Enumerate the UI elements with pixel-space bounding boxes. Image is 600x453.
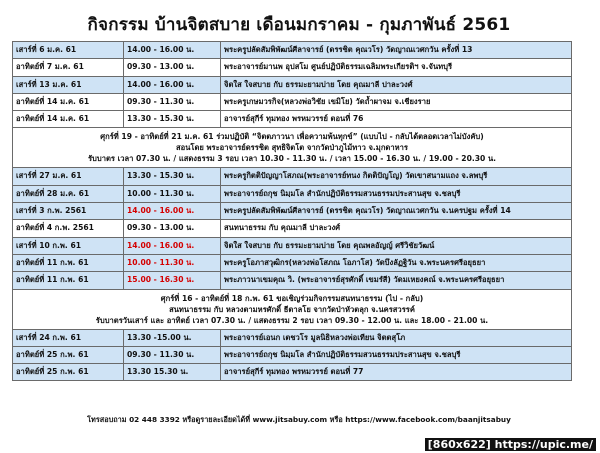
table-row <box>13 185 572 202</box>
row-date: อาทิตย์ที่ 11 ก.พ. 61 <box>13 272 124 289</box>
row-desc: พระครูโอภาสวุฒิกร(หลวงพ่อโสภณ โอภาโส) วัดบึงลัฏฐิวัน จ.พระนครศรีอยุธยา <box>221 254 572 271</box>
row-desc: พระครูกิตติปัญญาโสภณ(พระอาจารย์ทนง กิตติปัญโญ) วัดเขาสนามแถง จ.ลพบุรี <box>221 168 572 185</box>
row-date: อาทิตย์ที่ 25 ก.พ. 61 <box>13 364 124 381</box>
row-date: อาทิตย์ที่ 14 ม.ค. 61 <box>13 93 124 110</box>
page-title: กิจกรรม บ้านจิตสบาย เดือนมกราคม - กุมภาพันธ์ 2561 <box>87 15 511 35</box>
row-desc: พระครูปลัดสัมพิพัฒน์ศีลาจารย์ (ดรรชิต คุณวโร) วัดญาณเวศกวัน ครั้งที่ 13 <box>221 42 572 59</box>
event-line: สนทนาธรรม กับ หลวงตามหรศักดิ์ ธีตาลโย จากวัดป่าหัวตลุก จ.นครสวรรค์ <box>169 304 415 314</box>
row-time: 14.00 - 16.00 น. <box>124 203 221 220</box>
table-row <box>13 237 572 254</box>
row-date: อาทิตย์ที่ 14 ม.ค. 61 <box>13 111 124 128</box>
row-desc: อาจารย์สุกีร์ ทุมทอง พรหมวรรย์ ตอนที่ 76 <box>221 111 572 128</box>
row-time: 13.30 - 15.30 น. <box>124 168 221 185</box>
image-host-watermark: [860x622] https://upic.me/ <box>425 438 596 451</box>
event-details <box>13 128 572 168</box>
row-desc: จิตใส ใจสบาย กับ ธรรมะยามบ่าย โดย คุณมาลี ปาละวงศ์ <box>221 76 572 93</box>
row-time: 14.00 - 16.00 น. <box>124 237 221 254</box>
table-row <box>13 168 572 185</box>
event-line: รับบาตรวันเสาร์ และ อาทิตย์ เวลา 07.30 น. / แสดงธรรม 2 รอบ เวลา 09.30 - 12.00 น. และ 18.00 - 21.00 น. <box>95 315 489 325</box>
row-desc: พระอาจารย์มานพ อุปสโม ศูนย์ปฏิบัติธรรมเฉลิมพระเกียรติฯ จ.จันทบุรี <box>221 59 572 76</box>
table-row <box>13 254 572 271</box>
table-row <box>13 272 572 289</box>
event-line: รับบาตร เวลา 07.30 น. / แสดงธรรม 3 รอบ เวลา 10.30 - 11.30 น. / เวลา 15.00 - 16.30 น. / 19.00 - 20.30 น. <box>87 154 497 164</box>
row-desc: พระภาวนาเขมคุณ วิ. (พระอาจารย์สุรศักดิ์ เขมรํสี) วัดมเหยงคณ์ จ.พระนครศรีอยุธยา <box>221 272 572 289</box>
row-date: เสาร์ที่ 3 ก.พ. 2561 <box>13 203 124 220</box>
contact-footer: โทรสอบถาม 02 448 3392 หรือดูรายละเอียดได้ที่ www.jitsabuy.com หรือ https://www.facebook.com/baanjitsabuy <box>87 415 511 424</box>
schedule-poster <box>10 5 588 443</box>
row-desc: พระครูปลัดสัมพิพัฒน์ศีลาจารย์ (ดรรชิต คุณวโร) วัดญาณเวศกวัน จ.นครปฐม ครั้งที่ 14 <box>221 203 572 220</box>
row-time: 09.30 - 13.00 น. <box>124 59 221 76</box>
event-row-dhamma-talk <box>13 289 572 329</box>
row-date: อาทิตย์ที่ 28 ม.ค. 61 <box>13 185 124 202</box>
row-date: เสาร์ที่ 24 ก.พ. 61 <box>13 329 124 346</box>
row-time: 15.00 - 16.30 น. <box>124 272 221 289</box>
event-line: ศุกร์ที่ 16 - อาทิตย์ที่ 18 ก.พ. 61 ขอเชิญร่วมกิจกรรมสนทนาธรรม (ไป - กลับ) <box>160 293 424 303</box>
row-desc: พระอาจารย์ถกุช นิมฺมโล สำนักปฏิบัติธรรมสวนธรรมประสานสุข จ.ชลบุรี <box>221 185 572 202</box>
schedule-table <box>12 41 572 381</box>
event-line: สอนโดย พระอาจารย์ดรรชิต สุทธิจิตโต จากวัดป่าภูไม้ทาว จ.มุกดาหาร <box>176 143 408 153</box>
row-time: 10.00 - 11.30 น. <box>124 185 221 202</box>
row-date: เสาร์ที่ 10 ก.พ. 61 <box>13 237 124 254</box>
row-time: 13.30 - 15.30 น. <box>124 111 221 128</box>
table-row <box>13 329 572 346</box>
row-desc: สนทนาธรรม กับ คุณมาลี ปาละวงศ์ <box>221 220 572 237</box>
table-row <box>13 93 572 110</box>
row-desc: พระอาจารย์ถกุช นิมฺมโล สำนักปฏิบัติธรรมสวนธรรมประสานสุข จ.ชลบุรี <box>221 346 572 363</box>
table-row <box>13 111 572 128</box>
row-date: อาทิตย์ที่ 7 ม.ค. 61 <box>13 59 124 76</box>
row-time: 13.30 15.30 น. <box>124 364 221 381</box>
row-time: 14.00 - 16.00 น. <box>124 42 221 59</box>
row-date: เสาร์ที่ 27 ม.ค. 61 <box>13 168 124 185</box>
row-desc: จิตใส ใจสบาย กับ ธรรมะยามบ่าย โดย คุณพลอัญญ์ ศรีวิชัยวัฒน์ <box>221 237 572 254</box>
row-time: 09.30 - 11.30 น. <box>124 346 221 363</box>
row-time: 14.00 - 16.00 น. <box>124 76 221 93</box>
row-time: 09.30 - 13.00 น. <box>124 220 221 237</box>
row-date: อาทิตย์ที่ 4 ก.พ. 2561 <box>13 220 124 237</box>
row-desc: พระครูเกษมวรกิจ(หลวงพ่อวิชัย เขมิโย) วัดถ้ำผาจม จ.เชียงราย <box>221 93 572 110</box>
event-row-retreat <box>13 128 572 168</box>
table-row <box>13 346 572 363</box>
row-desc: อาจารย์สุกีร์ ทุมทอง พรหมวรรย์ ตอนที่ 77 <box>221 364 572 381</box>
row-time: 09.30 - 11.30 น. <box>124 93 221 110</box>
event-details <box>13 289 572 329</box>
table-row <box>13 364 572 381</box>
row-desc: พระอาจารย์เอนก เตชวโร มูลนิธิหลวงพ่อเทียน จิตตสุโภ <box>221 329 572 346</box>
event-line: ศุกร์ที่ 19 - อาทิตย์ที่ 21 ม.ค. 61 ร่วมปฏิบัติ “จิตตภาวนา เพื่อความพ้นทุกข์” (แบบไป - กลับได้ตลอดเวลาไม่บังคับ) <box>100 132 484 142</box>
table-row <box>13 42 572 59</box>
table-row <box>13 59 572 76</box>
table-row <box>13 203 572 220</box>
row-date: อาทิตย์ที่ 11 ก.พ. 61 <box>13 254 124 271</box>
table-row <box>13 76 572 93</box>
row-date: อาทิตย์ที่ 25 ก.พ. 61 <box>13 346 124 363</box>
table-row <box>13 220 572 237</box>
row-time: 10.00 - 11.30 น. <box>124 254 221 271</box>
row-date: เสาร์ที่ 6 ม.ค. 61 <box>13 42 124 59</box>
row-time: 13.30 -15.00 น. <box>124 329 221 346</box>
row-date: เสาร์ที่ 13 ม.ค. 61 <box>13 76 124 93</box>
